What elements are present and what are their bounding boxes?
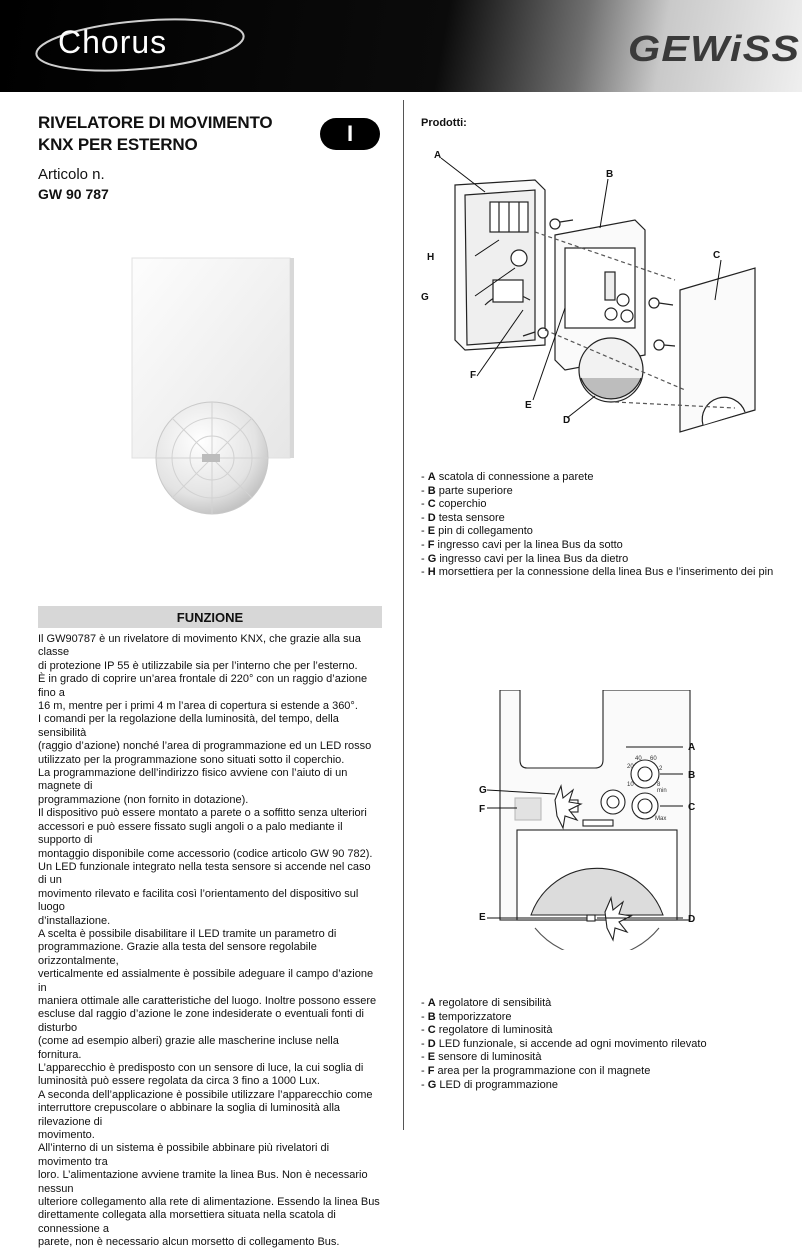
list-item: - D testa sensore — [421, 511, 505, 524]
funzione-line: movimento. — [38, 1129, 95, 1142]
funzione-line: L’apparecchio è predisposto con un sensore di luce, la cui soglia di — [38, 1062, 364, 1074]
dial-tick: Max — [655, 816, 667, 822]
funzione-line: programmazione (non fornito in dotazione). — [38, 793, 249, 806]
funzione-line: utilizzato per la programmazione sono situati sotto il coperchio. — [38, 753, 345, 766]
funzione-line: ulteriore collegamento alla rete di alimentazione. Essendo la linea Bus — [38, 1196, 380, 1209]
funzione-line: I comandi per la regolazione della luminosità, del tempo, della sensibilità — [38, 713, 339, 739]
funzione-line: movimento rilevato e facilita così l’orientamento del dispositivo sul luogo — [38, 887, 359, 914]
diagram1-label-A: A — [434, 150, 442, 161]
diagram2-label-C: C — [688, 802, 696, 813]
controls-diagram — [415, 690, 705, 950]
list-item: - E sensore di luminosità — [421, 1051, 542, 1064]
brand-chorus: Chorus — [58, 24, 168, 60]
funzione-line: parete, non è necessario alcun morsetto di collegamento Bus. — [38, 1236, 340, 1249]
dial-tick: 60 — [650, 756, 657, 762]
funzione-line: Un LED funzionale integrato nella testa sensore si accende nel caso di un — [38, 860, 371, 887]
prodotti-list — [421, 471, 773, 580]
dial-tick: 40 — [635, 756, 642, 762]
list-item: - E pin di collegamento — [421, 525, 533, 538]
list-item: - C regolatore di luminosità — [421, 1024, 553, 1037]
title-line-2: KNX PER ESTERNO — [38, 135, 198, 154]
funzione-line: La programmazione dell’indirizzo fisico avviene con l’aiuto di un magnete di — [38, 767, 348, 793]
product-photo — [120, 250, 310, 530]
funzione-line: loro. L’alimentazione avviene tramite la linea Bus. Non è necessario nessun — [38, 1169, 368, 1195]
diagram1-label-B: B — [606, 169, 614, 180]
funzione-line: di protezione IP 55 è utilizzabile sia per l’interno che per l’esterno. — [38, 659, 358, 672]
diagram2-label-D: D — [688, 914, 696, 925]
page-header — [0, 0, 802, 92]
list-item: - D LED funzionale, si accende ad ogni movimento rilevato — [421, 1037, 707, 1050]
funzione-line: escluse dal raggio d’azione le zone indesiderate o eventuali fonti di disturbo — [38, 1008, 364, 1034]
funzione-line: luminosità può essere regolata da circa 3 fino a 1000 Lux. — [38, 1075, 320, 1088]
funzione-line: maniera ottimale alle caratteristiche del luogo. Inoltre possono essere — [38, 994, 377, 1007]
list-item: - F area per la programmazione con il magnete — [421, 1064, 651, 1077]
diagram2-label-E: E — [479, 912, 486, 923]
funzione-line: 16 m, mentre per i primi 4 m l’area di copertura si estende a 360°. — [38, 700, 358, 713]
funzione-line: montaggio disponibile come accessorio (codice articolo GW 90 782). — [38, 847, 373, 860]
funzione-line: interruttore crepuscolare o abbinare la soglia di luminosità alla rilevazione di — [38, 1102, 341, 1128]
diagram2-label-B: B — [688, 770, 696, 781]
funzione-line: verticalmente ed assialmente è possibile adeguare il campo d’azione in — [38, 968, 374, 994]
funzione-line: A scelta è possibile disabilitare il LED tramite un parametro di — [38, 927, 337, 940]
column-divider — [403, 100, 404, 1130]
funzione-line: Il GW90787 è un rivelatore di movimento KNX, che grazie alla sua classe — [38, 633, 361, 659]
dial-tick: 10 — [627, 782, 634, 788]
title-line-1: RIVELATORE DI MOVIMENTO — [38, 113, 273, 132]
list-item: - C coperchio — [421, 498, 487, 511]
diagram1-label-F: F — [470, 370, 477, 381]
dial-tick: 2 — [659, 766, 663, 772]
diagram1-label-D: D — [563, 415, 571, 426]
funzione-line: (raggio d’azione) nonché l’area di programmazione ed un LED rosso — [38, 740, 372, 753]
exploded-view-diagram — [415, 140, 795, 460]
funzione-line: È in grado di coprire un’area frontale di 220° con un raggio d’azione fino a — [38, 673, 368, 699]
diagram2-label-F: F — [479, 804, 486, 815]
dial-tick: 8 — [657, 782, 661, 788]
brand-gewiss: GEWiSS — [628, 28, 801, 69]
diagram1-label-E: E — [525, 400, 532, 411]
diagram2-label-G: G — [479, 785, 487, 796]
list-item: - A scatola di connessione a parete — [421, 471, 594, 483]
list-item: - A regolatore di sensibilità — [421, 997, 552, 1009]
funzione-line: All’interno di un sistema è possibile abbinare più rivelatori di movimento tra — [38, 1142, 330, 1168]
funzione-line: (come ad esempio alberi) grazie alle mascherine incluse nella fornitura. — [38, 1035, 339, 1061]
controlli-list — [421, 997, 707, 1092]
list-item: - B parte superiore — [421, 484, 513, 497]
article-label: Articolo n. — [38, 166, 105, 183]
diagram1-label-H: H — [427, 252, 435, 263]
funzione-line: Il dispositivo può essere montato a parete o a soffitto senza ulteriori — [38, 807, 367, 820]
list-item: - G LED di programmazione — [421, 1078, 558, 1091]
language-badge: I — [320, 118, 380, 150]
funzione-line: A seconda dell’applicazione è possibile utilizzare l’apparecchio come — [38, 1088, 373, 1101]
prodotti-heading: Prodotti: — [421, 117, 467, 129]
diagram1-label-G: G — [421, 292, 429, 303]
list-item: - H morsettiera per la connessione della linea Bus e l’inserimento dei pin — [421, 566, 774, 579]
funzione-line: direttamente collegata alla morsettiera situata nella scatola di connessione a — [38, 1209, 336, 1235]
diagram2-label-A: A — [688, 742, 696, 753]
funzione-heading: FUNZIONE — [38, 606, 382, 628]
product-title — [38, 112, 272, 156]
funzione-line: d’installazione. — [38, 914, 111, 927]
list-item: - G ingresso cavi per la linea Bus da dietro — [421, 552, 629, 565]
diagram1-label-C: C — [713, 250, 721, 261]
dial-tick: 20 — [627, 764, 634, 770]
list-item: - B temporizzatore — [421, 1010, 512, 1023]
dial-tick: min — [657, 788, 667, 794]
article-code: GW 90 787 — [38, 186, 109, 202]
funzione-body — [38, 633, 382, 1250]
funzione-line: accessori e può essere fissato sugli angoli o a palo mediante il supporto di — [38, 820, 343, 847]
funzione-line: programmazione. Grazie alla testa del sensore regolabile orizzontalmente, — [38, 941, 317, 967]
list-item: - F ingresso cavi per la linea Bus da sotto — [421, 538, 623, 551]
